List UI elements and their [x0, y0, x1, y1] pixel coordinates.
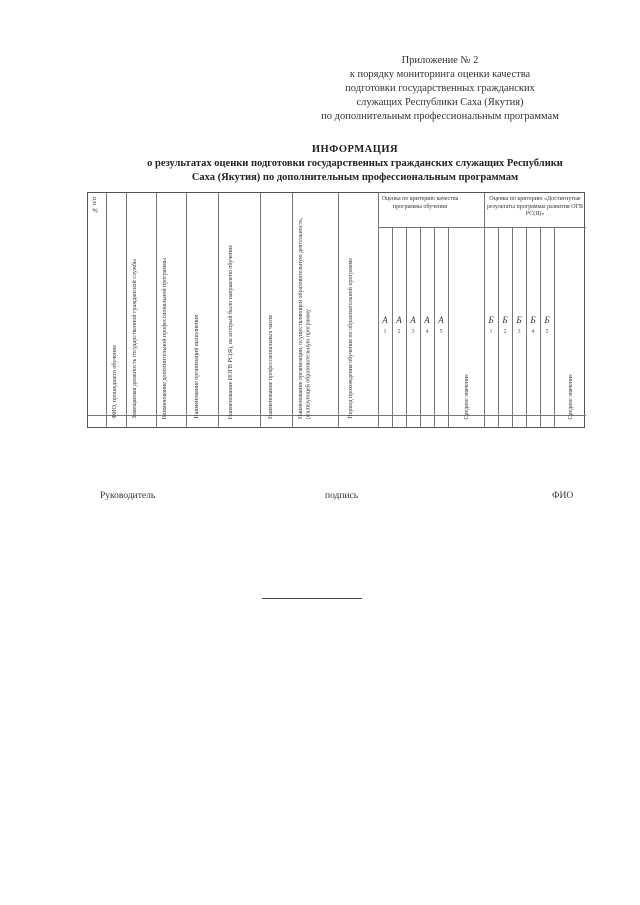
signature-head-label: Руководитель — [100, 491, 156, 501]
group-a-sub-1: А — [382, 315, 388, 325]
document-subtitle-line-1: о результатах оценки подготовки государственных гражданских служащих Республики — [147, 158, 563, 169]
group-b-sub-4: Б — [530, 315, 536, 325]
group-a-sub-4: А — [424, 315, 430, 325]
column-header-program: Наименование дополнительной профессиональной программы — [162, 257, 168, 419]
group-a-sub-num-1: 1 — [383, 329, 387, 335]
column-header-fio: ФИО, прошедшего обучение — [112, 345, 118, 419]
report-table — [87, 192, 585, 428]
group-a-sub-2: А — [396, 315, 402, 325]
group-a-sub-num-5: 5 — [439, 329, 443, 335]
group-b-average: Среднее значение — [568, 373, 574, 419]
group-a-average: Среднее значение — [464, 373, 470, 419]
group-b-title: Оценка по критерию «Достигнутые результаты программы развития ОГВ РС(Я)» — [486, 196, 583, 217]
group-b-sub-num-1: 1 — [489, 329, 493, 335]
appendix-line-1: Приложение № 2 — [401, 55, 479, 66]
column-header-hours: Наименование профессиональных часов — [268, 315, 274, 419]
document-title: ИНФОРМАЦИЯ — [311, 144, 399, 155]
column-header-organization: Наименование организаций выполнения — [194, 315, 200, 419]
column-header-period: Период прохождения обучения по образовательной программе — [348, 258, 354, 419]
appendix-line-4: служащих Республики Саха (Якутия) — [356, 97, 524, 108]
group-b-sub-1: Б — [488, 315, 494, 325]
appendix-line-5: по дополнительным профессиональным программам — [321, 111, 559, 122]
group-b-sub-num-3: 3 — [517, 329, 521, 335]
group-a-title: Оценка по критерию качества программы обучения — [381, 196, 459, 210]
document-subtitle-line-2: Саха (Якутия) по дополнительным профессиональным программам — [191, 172, 519, 183]
column-header-iogv: Наименование ИОГВ РС(Я), на который было направлено обучение — [228, 244, 234, 419]
column-header-number: № п/п — [92, 197, 98, 213]
footer-separator-line — [262, 598, 362, 599]
signature-sign-label: подпись — [325, 491, 359, 501]
group-a-sub-num-4: 4 — [425, 329, 429, 335]
column-header-education-org: Наименование организации, осуществляющей образовательную деятельность, реализующей образовательную программу — [298, 217, 312, 419]
group-a-sub-num-2: 2 — [397, 329, 401, 335]
group-a-sub-5: А — [438, 315, 444, 325]
group-b-sub-num-5: 5 — [545, 329, 549, 335]
group-b-sub-3: Б — [516, 315, 522, 325]
group-b-sub-2: Б — [502, 315, 508, 325]
group-a-sub-num-3: 3 — [411, 329, 415, 335]
column-header-position: Замещаемая должность государственной гражданской службы — [132, 259, 138, 419]
document-heading — [120, 143, 590, 185]
appendix-block — [300, 54, 580, 124]
group-b-sub-num-4: 4 — [531, 329, 535, 335]
group-b-sub-num-2: 2 — [503, 329, 507, 335]
group-a-sub-3: А — [410, 315, 416, 325]
appendix-line-3: подготовки государственных гражданских — [345, 83, 535, 94]
signature-fio-label: ФИО — [552, 491, 574, 501]
appendix-line-2: к порядку мониторинга оценки качества — [349, 69, 531, 80]
group-b-sub-5: Б — [544, 315, 550, 325]
